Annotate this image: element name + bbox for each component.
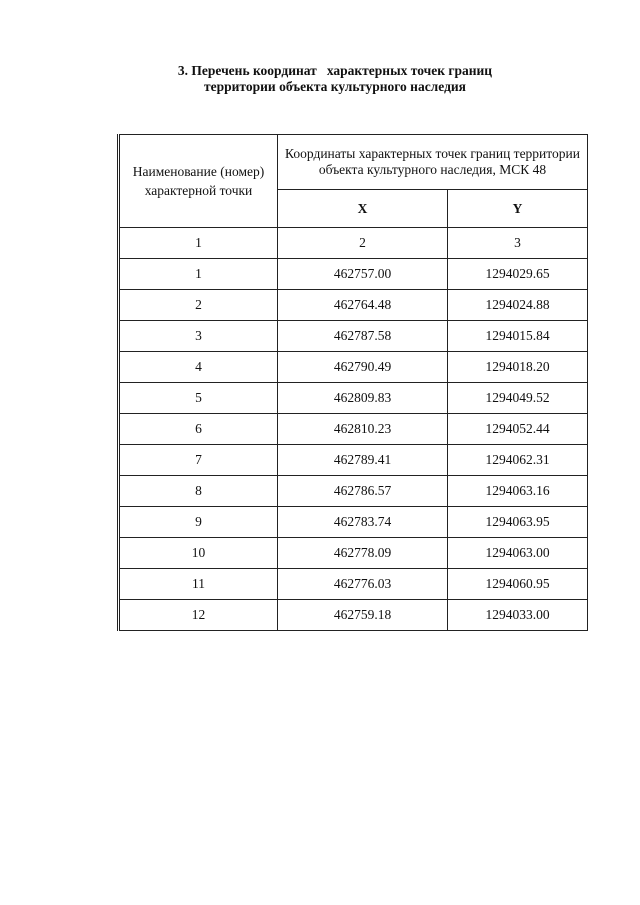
point-number-cell: 7 <box>119 445 278 476</box>
point-number-cell: 11 <box>119 569 278 600</box>
x-coordinate-cell: 462759.18 <box>278 600 448 631</box>
table-row <box>119 414 588 445</box>
x-coordinate-cell: 462776.03 <box>278 569 448 600</box>
table-row <box>119 507 588 538</box>
y-coordinate-cell: 1294049.52 <box>448 383 588 414</box>
y-coordinate-cell: 1294018.20 <box>448 352 588 383</box>
y-coordinate-cell: 1294033.00 <box>448 600 588 631</box>
title-line-1-part-b: характерных точек границ <box>326 63 493 78</box>
y-coordinate-cell: 1294024.88 <box>448 290 588 321</box>
y-coordinate-cell: 1294029.65 <box>448 259 588 290</box>
x-coordinate-cell: 462789.41 <box>278 445 448 476</box>
x-coordinate-cell: 462809.83 <box>278 383 448 414</box>
x-coordinate-cell: 462790.49 <box>278 352 448 383</box>
column-number-2: 2 <box>278 228 448 259</box>
table-row <box>119 600 588 631</box>
table-row <box>119 445 588 476</box>
x-coordinate-cell: 462786.57 <box>278 476 448 507</box>
x-coordinate-cell: 462757.00 <box>278 259 448 290</box>
point-number-cell: 12 <box>119 600 278 631</box>
y-coordinate-cell: 1294015.84 <box>448 321 588 352</box>
header-point-name: Наименование (номер) характерной точки <box>119 135 278 228</box>
table-row <box>119 290 588 321</box>
x-coordinate-cell: 462778.09 <box>278 538 448 569</box>
y-coordinate-cell: 1294060.95 <box>448 569 588 600</box>
title-line-2: территории объекта культурного наследия <box>204 79 466 94</box>
table-row <box>119 476 588 507</box>
x-coordinate-cell: 462783.74 <box>278 507 448 538</box>
point-number-cell: 2 <box>119 290 278 321</box>
point-number-cell: 8 <box>119 476 278 507</box>
x-coordinate-cell: 462810.23 <box>278 414 448 445</box>
y-coordinate-cell: 1294063.95 <box>448 507 588 538</box>
point-number-cell: 4 <box>119 352 278 383</box>
header-y: Y <box>448 190 588 228</box>
header-x: X <box>278 190 448 228</box>
point-number-cell: 5 <box>119 383 278 414</box>
header-coordinates: Координаты характерных точек границ территории объекта культурного наследия, МСК 48 <box>278 135 588 190</box>
table-row <box>119 321 588 352</box>
table-header-row <box>119 135 588 190</box>
point-number-cell: 6 <box>119 414 278 445</box>
point-number-cell: 9 <box>119 507 278 538</box>
point-number-cell: 3 <box>119 321 278 352</box>
table-row <box>119 569 588 600</box>
table-row <box>119 259 588 290</box>
y-coordinate-cell: 1294063.16 <box>448 476 588 507</box>
point-number-cell: 10 <box>119 538 278 569</box>
table-row <box>119 383 588 414</box>
column-number-row <box>119 228 588 259</box>
page-title <box>0 63 640 95</box>
coordinates-table <box>117 134 588 631</box>
table-row <box>119 352 588 383</box>
title-line-1 <box>0 63 640 79</box>
x-coordinate-cell: 462764.48 <box>278 290 448 321</box>
y-coordinate-cell: 1294062.31 <box>448 445 588 476</box>
title-line-1-part-a: 3. Перечень координат <box>177 63 317 78</box>
coordinates-table-body <box>119 135 588 631</box>
y-coordinate-cell: 1294063.00 <box>448 538 588 569</box>
point-number-cell: 1 <box>119 259 278 290</box>
column-number-1: 1 <box>119 228 278 259</box>
table-row <box>119 538 588 569</box>
column-number-3: 3 <box>448 228 588 259</box>
x-coordinate-cell: 462787.58 <box>278 321 448 352</box>
y-coordinate-cell: 1294052.44 <box>448 414 588 445</box>
